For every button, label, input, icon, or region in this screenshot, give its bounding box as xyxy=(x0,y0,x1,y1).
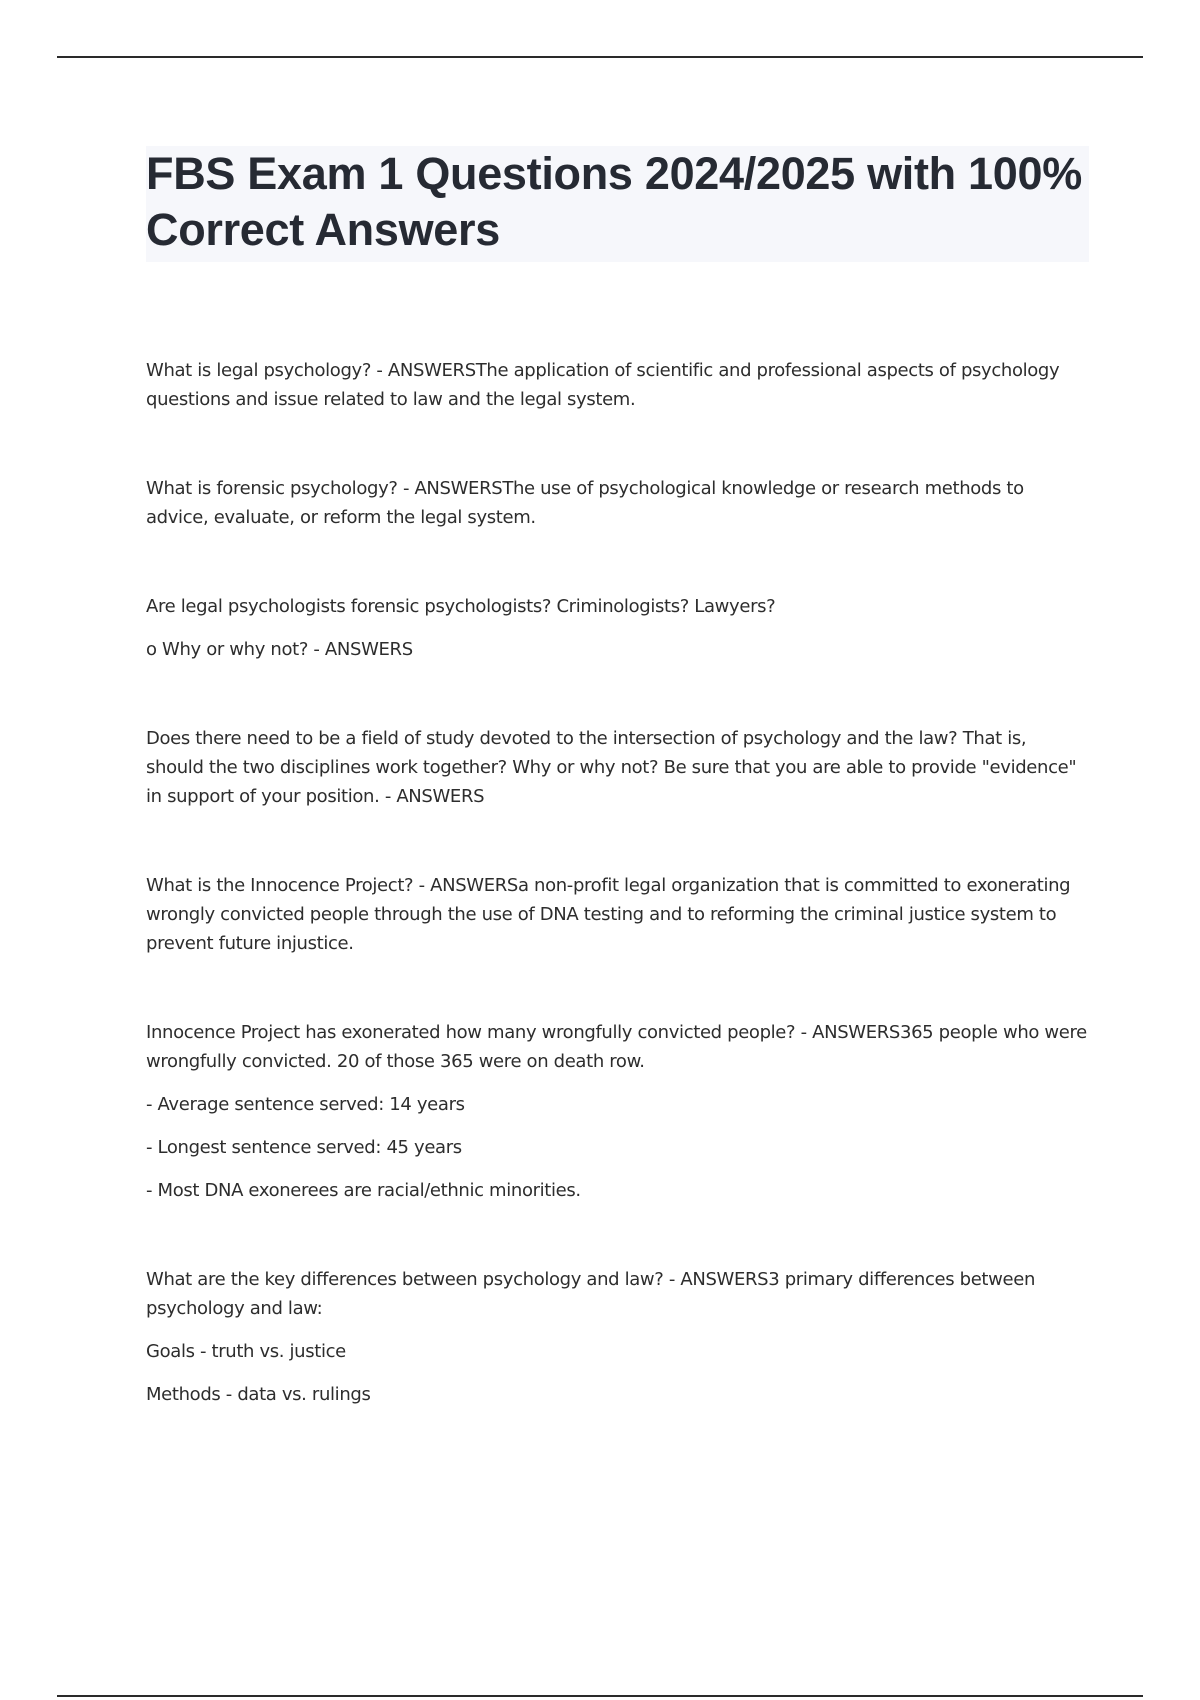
qa-item xyxy=(146,356,1089,414)
top-rule xyxy=(57,56,1143,58)
qa-text: Are legal psychologists forensic psychologists? Criminologists? Lawyers? xyxy=(146,596,776,617)
document-body xyxy=(146,146,1089,1409)
qa-text: What is the Innocence Project? - ANSWERSa non-profit legal organization that is committed to exonerating wrongly convicted people through the use of DNA testing and to reforming the criminal justice system to prevent future injustice. xyxy=(146,875,1071,954)
document-title: FBS Exam 1 Questions 2024/2025 with 100% Correct Answers xyxy=(146,148,1082,255)
qa-item xyxy=(146,724,1089,811)
title-banner xyxy=(146,146,1089,262)
qa-text: Innocence Project has exonerated how many wrongfully convicted people? - ANSWERS365 people who were wrongfully convicted. 20 of those 365 were on death row. xyxy=(146,1022,1087,1072)
qa-item xyxy=(146,871,1089,958)
qa-text: What is forensic psychology? - ANSWERSThe use of psychological knowledge or research methods to advice, evaluate, or reform the legal system. xyxy=(146,478,1024,528)
qa-bullet: Goals - truth vs. justice xyxy=(146,1341,346,1362)
qa-text: Does there need to be a field of study devoted to the intersection of psychology and the law? That is, should the two disciplines work together? Why or why not? Be sure that you are able to provide "evidence" in support of your position. - ANSWERS xyxy=(146,728,1077,807)
qa-text: What is legal psychology? - ANSWERSThe application of scientific and professional aspects of psychology questions and issue related to law and the legal system. xyxy=(146,360,1060,410)
qa-text: What are the key differences between psychology and law? - ANSWERS3 primary differences between psychology and law: xyxy=(146,1269,1036,1319)
qa-item xyxy=(146,474,1089,532)
qa-bullet: Methods - data vs. rulings xyxy=(146,1384,371,1405)
bottom-rule xyxy=(57,1695,1143,1697)
qa-text: o Why or why not? - ANSWERS xyxy=(146,639,413,660)
qa-bullet: - Average sentence served: 14 years xyxy=(146,1094,465,1115)
qa-bullet: - Longest sentence served: 45 years xyxy=(146,1137,462,1158)
qa-item xyxy=(146,1265,1089,1409)
qa-item xyxy=(146,592,1089,664)
qa-bullet: - Most DNA exonerees are racial/ethnic minorities. xyxy=(146,1180,581,1201)
qa-item xyxy=(146,1018,1089,1205)
